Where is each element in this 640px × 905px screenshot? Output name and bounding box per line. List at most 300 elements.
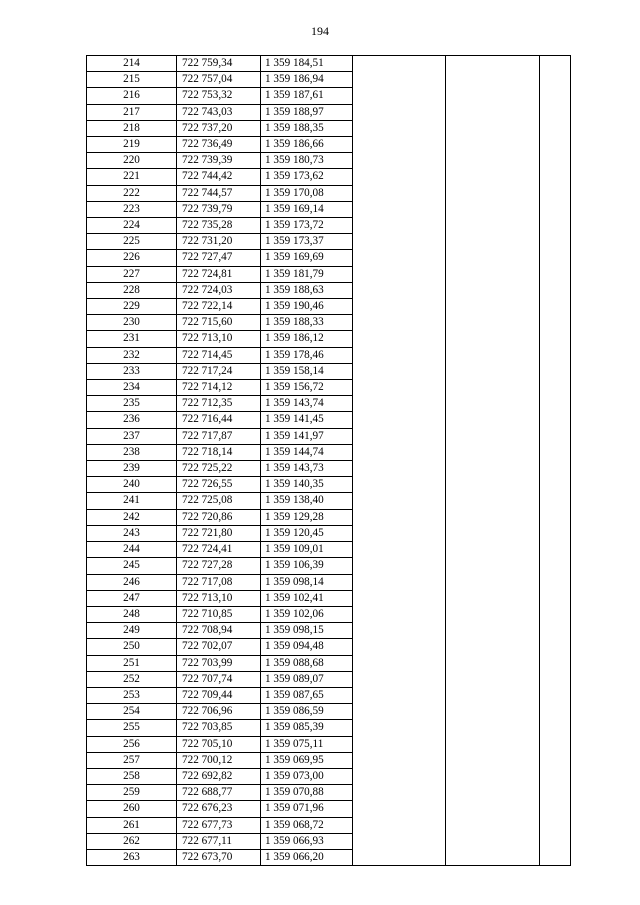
point-number-cell: 253 [87,687,177,703]
table-row [87,412,571,428]
x-coordinate-cell: 722 692,82 [177,768,261,784]
point-number-cell: 243 [87,525,177,541]
empty-cell [446,56,540,72]
y-coordinate-cell: 1 359 188,97 [261,104,353,120]
table-row [87,817,571,833]
table-row [87,396,571,412]
empty-cell [353,234,446,250]
table-row [87,509,571,525]
x-coordinate-cell: 722 721,80 [177,525,261,541]
y-coordinate-cell: 1 359 186,12 [261,331,353,347]
point-number-cell: 244 [87,542,177,558]
empty-cell [446,801,540,817]
empty-cell [353,493,446,509]
empty-cell [540,833,571,849]
empty-cell [446,412,540,428]
x-coordinate-cell: 722 717,24 [177,363,261,379]
table-row [87,493,571,509]
table-row [87,120,571,136]
x-coordinate-cell: 722 712,35 [177,396,261,412]
x-coordinate-cell: 722 724,41 [177,542,261,558]
table-row [87,720,571,736]
empty-cell [540,655,571,671]
empty-cell [353,833,446,849]
empty-cell [446,785,540,801]
point-number-cell: 232 [87,347,177,363]
point-number-cell: 251 [87,655,177,671]
point-number-cell: 250 [87,639,177,655]
table-row [87,655,571,671]
empty-cell [446,833,540,849]
table-row [87,768,571,784]
empty-cell [446,687,540,703]
y-coordinate-cell: 1 359 069,95 [261,752,353,768]
empty-cell [353,623,446,639]
empty-cell [540,72,571,88]
point-number-cell: 235 [87,396,177,412]
x-coordinate-cell: 722 736,49 [177,137,261,153]
page-number: 194 [311,24,329,38]
y-coordinate-cell: 1 359 141,45 [261,412,353,428]
empty-cell [353,315,446,331]
empty-cell [446,88,540,104]
x-coordinate-cell: 722 744,42 [177,169,261,185]
empty-cell [446,266,540,282]
empty-cell [540,671,571,687]
table-row [87,185,571,201]
point-number-cell: 260 [87,801,177,817]
y-coordinate-cell: 1 359 144,74 [261,444,353,460]
table-row [87,201,571,217]
x-coordinate-cell: 722 714,45 [177,347,261,363]
empty-cell [353,558,446,574]
table-row [87,250,571,266]
x-coordinate-cell: 722 703,85 [177,720,261,736]
table-row [87,153,571,169]
empty-cell [353,169,446,185]
y-coordinate-cell: 1 359 169,14 [261,201,353,217]
empty-cell [353,331,446,347]
point-number-cell: 256 [87,736,177,752]
empty-cell [446,671,540,687]
y-coordinate-cell: 1 359 085,39 [261,720,353,736]
empty-cell [540,493,571,509]
table-row [87,56,571,72]
y-coordinate-cell: 1 359 186,94 [261,72,353,88]
empty-cell [353,752,446,768]
x-coordinate-cell: 722 707,74 [177,671,261,687]
table-row [87,671,571,687]
empty-cell [353,736,446,752]
empty-cell [540,104,571,120]
table-row [87,623,571,639]
point-number-cell: 215 [87,72,177,88]
table-row [87,525,571,541]
empty-cell [353,590,446,606]
point-number-cell: 262 [87,833,177,849]
empty-cell [540,428,571,444]
empty-cell [353,266,446,282]
empty-cell [353,606,446,622]
empty-cell [446,477,540,493]
table-row [87,477,571,493]
table-row [87,266,571,282]
point-number-cell: 249 [87,623,177,639]
x-coordinate-cell: 722 731,20 [177,234,261,250]
empty-cell [446,768,540,784]
empty-cell [353,428,446,444]
empty-cell [353,542,446,558]
x-coordinate-cell: 722 713,10 [177,590,261,606]
y-coordinate-cell: 1 359 181,79 [261,266,353,282]
y-coordinate-cell: 1 359 102,41 [261,590,353,606]
y-coordinate-cell: 1 359 188,63 [261,282,353,298]
empty-cell [446,250,540,266]
empty-cell [446,525,540,541]
y-coordinate-cell: 1 359 180,73 [261,153,353,169]
empty-cell [353,56,446,72]
empty-cell [446,234,540,250]
empty-cell [446,299,540,315]
table-row [87,606,571,622]
table-row [87,590,571,606]
empty-cell [446,169,540,185]
empty-cell [446,331,540,347]
point-number-cell: 214 [87,56,177,72]
y-coordinate-cell: 1 359 156,72 [261,380,353,396]
y-coordinate-cell: 1 359 098,15 [261,623,353,639]
y-coordinate-cell: 1 359 088,68 [261,655,353,671]
empty-cell [446,72,540,88]
empty-cell [446,849,540,865]
x-coordinate-cell: 722 676,23 [177,801,261,817]
x-coordinate-cell: 722 726,55 [177,477,261,493]
empty-cell [540,639,571,655]
point-number-cell: 225 [87,234,177,250]
empty-cell [353,88,446,104]
x-coordinate-cell: 722 715,60 [177,315,261,331]
table-row [87,542,571,558]
empty-cell [446,752,540,768]
x-coordinate-cell: 722 705,10 [177,736,261,752]
point-number-cell: 217 [87,104,177,120]
point-number-cell: 263 [87,849,177,865]
y-coordinate-cell: 1 359 109,01 [261,542,353,558]
point-number-cell: 223 [87,201,177,217]
x-coordinate-cell: 722 673,70 [177,849,261,865]
empty-cell [353,250,446,266]
point-number-cell: 237 [87,428,177,444]
y-coordinate-cell: 1 359 066,93 [261,833,353,849]
empty-cell [446,493,540,509]
x-coordinate-cell: 722 753,32 [177,88,261,104]
table-row [87,849,571,865]
point-number-cell: 254 [87,704,177,720]
empty-cell [353,72,446,88]
point-number-cell: 255 [87,720,177,736]
coordinates-table [86,55,571,866]
empty-cell [540,266,571,282]
empty-cell [540,461,571,477]
empty-cell [353,655,446,671]
y-coordinate-cell: 1 359 143,74 [261,396,353,412]
y-coordinate-cell: 1 359 098,14 [261,574,353,590]
y-coordinate-cell: 1 359 173,62 [261,169,353,185]
table-row [87,380,571,396]
empty-cell [446,428,540,444]
empty-cell [446,542,540,558]
y-coordinate-cell: 1 359 188,35 [261,120,353,136]
empty-cell [353,412,446,428]
table-row [87,801,571,817]
x-coordinate-cell: 722 725,08 [177,493,261,509]
point-number-cell: 240 [87,477,177,493]
empty-cell [353,396,446,412]
empty-cell [353,282,446,298]
y-coordinate-cell: 1 359 141,97 [261,428,353,444]
table-row [87,687,571,703]
empty-cell [540,509,571,525]
empty-cell [540,687,571,703]
y-coordinate-cell: 1 359 106,39 [261,558,353,574]
empty-cell [446,736,540,752]
point-number-cell: 261 [87,817,177,833]
empty-cell [540,396,571,412]
point-number-cell: 236 [87,412,177,428]
empty-cell [540,801,571,817]
x-coordinate-cell: 722 700,12 [177,752,261,768]
table-row [87,752,571,768]
empty-cell [446,639,540,655]
empty-cell [540,623,571,639]
point-number-cell: 227 [87,266,177,282]
x-coordinate-cell: 722 724,03 [177,282,261,298]
empty-cell [353,120,446,136]
y-coordinate-cell: 1 359 070,88 [261,785,353,801]
empty-cell [540,444,571,460]
empty-cell [353,299,446,315]
point-number-cell: 259 [87,785,177,801]
empty-cell [446,655,540,671]
x-coordinate-cell: 722 727,28 [177,558,261,574]
x-coordinate-cell: 722 744,57 [177,185,261,201]
table-row [87,331,571,347]
empty-cell [540,590,571,606]
empty-cell [540,185,571,201]
table-row [87,574,571,590]
point-number-cell: 216 [87,88,177,104]
empty-cell [446,704,540,720]
empty-cell [353,218,446,234]
empty-cell [446,509,540,525]
empty-cell [446,574,540,590]
table-row [87,444,571,460]
x-coordinate-cell: 722 722,14 [177,299,261,315]
table-row [87,558,571,574]
y-coordinate-cell: 1 359 190,46 [261,299,353,315]
y-coordinate-cell: 1 359 170,08 [261,185,353,201]
point-number-cell: 245 [87,558,177,574]
empty-cell [353,509,446,525]
x-coordinate-cell: 722 718,14 [177,444,261,460]
point-number-cell: 258 [87,768,177,784]
y-coordinate-cell: 1 359 068,72 [261,817,353,833]
empty-cell [353,444,446,460]
x-coordinate-cell: 722 743,03 [177,104,261,120]
y-coordinate-cell: 1 359 187,61 [261,88,353,104]
y-coordinate-cell: 1 359 120,45 [261,525,353,541]
table-row [87,282,571,298]
empty-cell [353,817,446,833]
table-row [87,461,571,477]
point-number-cell: 230 [87,315,177,331]
table-row [87,88,571,104]
point-number-cell: 219 [87,137,177,153]
empty-cell [353,153,446,169]
empty-cell [540,412,571,428]
table-row [87,347,571,363]
point-number-cell: 257 [87,752,177,768]
empty-cell [540,720,571,736]
table-row [87,234,571,250]
x-coordinate-cell: 722 716,44 [177,412,261,428]
empty-cell [353,849,446,865]
table-row [87,315,571,331]
empty-cell [540,736,571,752]
empty-cell [353,380,446,396]
empty-cell [540,120,571,136]
x-coordinate-cell: 722 710,85 [177,606,261,622]
y-coordinate-cell: 1 359 186,66 [261,137,353,153]
empty-cell [540,606,571,622]
x-coordinate-cell: 722 717,08 [177,574,261,590]
point-number-cell: 234 [87,380,177,396]
point-number-cell: 229 [87,299,177,315]
empty-cell [540,347,571,363]
point-number-cell: 220 [87,153,177,169]
empty-cell [540,380,571,396]
point-number-cell: 246 [87,574,177,590]
empty-cell [446,282,540,298]
y-coordinate-cell: 1 359 169,69 [261,250,353,266]
y-coordinate-cell: 1 359 173,72 [261,218,353,234]
x-coordinate-cell: 722 739,79 [177,201,261,217]
y-coordinate-cell: 1 359 184,51 [261,56,353,72]
empty-cell [540,704,571,720]
x-coordinate-cell: 722 725,22 [177,461,261,477]
empty-cell [540,331,571,347]
table-row [87,428,571,444]
y-coordinate-cell: 1 359 089,07 [261,671,353,687]
y-coordinate-cell: 1 359 094,48 [261,639,353,655]
empty-cell [540,752,571,768]
empty-cell [353,671,446,687]
empty-cell [540,88,571,104]
y-coordinate-cell: 1 359 066,20 [261,849,353,865]
x-coordinate-cell: 722 757,04 [177,72,261,88]
empty-cell [353,185,446,201]
empty-cell [540,817,571,833]
y-coordinate-cell: 1 359 158,14 [261,363,353,379]
x-coordinate-cell: 722 739,39 [177,153,261,169]
y-coordinate-cell: 1 359 102,06 [261,606,353,622]
x-coordinate-cell: 722 724,81 [177,266,261,282]
empty-cell [540,542,571,558]
empty-cell [540,525,571,541]
empty-cell [540,558,571,574]
empty-cell [446,120,540,136]
x-coordinate-cell: 722 702,07 [177,639,261,655]
point-number-cell: 233 [87,363,177,379]
y-coordinate-cell: 1 359 143,73 [261,461,353,477]
empty-cell [540,363,571,379]
empty-cell [353,574,446,590]
empty-cell [446,104,540,120]
empty-cell [540,218,571,234]
point-number-cell: 238 [87,444,177,460]
empty-cell [446,137,540,153]
empty-cell [446,590,540,606]
empty-cell [540,282,571,298]
x-coordinate-cell: 722 713,10 [177,331,261,347]
table-row [87,704,571,720]
table-row [87,104,571,120]
empty-cell [353,801,446,817]
empty-cell [446,218,540,234]
point-number-cell: 239 [87,461,177,477]
x-coordinate-cell: 722 688,77 [177,785,261,801]
x-coordinate-cell: 722 720,86 [177,509,261,525]
empty-cell [540,201,571,217]
empty-cell [446,396,540,412]
point-number-cell: 252 [87,671,177,687]
empty-cell [353,768,446,784]
empty-cell [540,153,571,169]
point-number-cell: 242 [87,509,177,525]
point-number-cell: 248 [87,606,177,622]
empty-cell [540,250,571,266]
empty-cell [353,363,446,379]
point-number-cell: 231 [87,331,177,347]
y-coordinate-cell: 1 359 073,00 [261,768,353,784]
empty-cell [353,785,446,801]
x-coordinate-cell: 722 759,34 [177,56,261,72]
table-row [87,137,571,153]
y-coordinate-cell: 1 359 071,96 [261,801,353,817]
empty-cell [446,201,540,217]
point-number-cell: 218 [87,120,177,136]
x-coordinate-cell: 722 737,20 [177,120,261,136]
table-row [87,736,571,752]
empty-cell [446,461,540,477]
point-number-cell: 228 [87,282,177,298]
coordinates-table-body [87,56,571,866]
empty-cell [446,558,540,574]
y-coordinate-cell: 1 359 129,28 [261,509,353,525]
table-row [87,299,571,315]
empty-cell [353,104,446,120]
y-coordinate-cell: 1 359 138,40 [261,493,353,509]
empty-cell [540,574,571,590]
empty-cell [540,477,571,493]
empty-cell [540,137,571,153]
table-row [87,169,571,185]
x-coordinate-cell: 722 706,96 [177,704,261,720]
point-number-cell: 226 [87,250,177,266]
empty-cell [446,347,540,363]
empty-cell [446,623,540,639]
x-coordinate-cell: 722 714,12 [177,380,261,396]
